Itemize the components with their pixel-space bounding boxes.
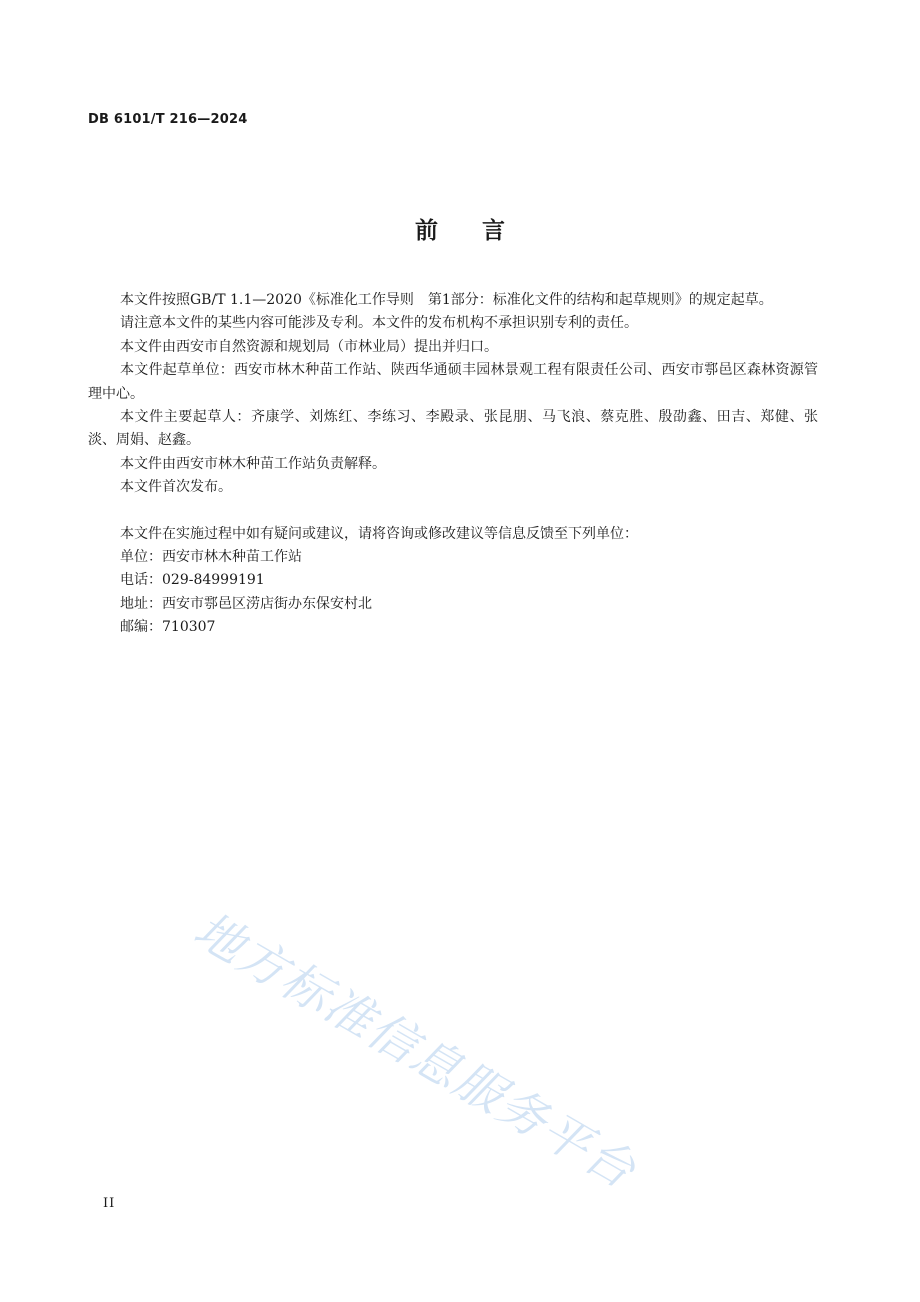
paragraph-drafters: 本文件主要起草人：齐康学、刘炼红、李练习、李殿录、张昆朋、马飞浪、蔡克胜、殷劭鑫、田吉、郑健、张淡、周娟、赵鑫。 [88, 409, 818, 449]
watermark: 地方标准信息服务平台 [184, 901, 646, 1201]
section-gap [88, 500, 818, 523]
feedback-address: 地址：西安市鄠邑区涝店街办东保安村北 [120, 595, 372, 612]
paragraph-patent-notice: 请注意本文件的某些内容可能涉及专利。本文件的发布机构不承担识别专利的责任。 [120, 315, 638, 332]
paragraph-proposer: 本文件由西安市自然资源和规划局（市林业局）提出并归口。 [120, 338, 498, 355]
paragraph-interpretation: 本文件由西安市林木种苗工作站负责解释。 [120, 455, 386, 472]
paragraph-drafting-units: 本文件起草单位：西安市林木种苗工作站、陕西华通硕丰园林景观工程有限责任公司、西安市鄠邑区森林资源管理中心。 [88, 362, 818, 402]
page-number: II [103, 1196, 116, 1211]
paragraph-drafting-rules: 本文件按照GB/T 1.1—2020《标准化工作导则 第1部分：标准化文件的结构和起草规则》的规定起草。 [120, 292, 773, 308]
feedback-phone: 电话：029-84999191 [120, 572, 265, 589]
feedback-unit: 单位：西安市林木种苗工作站 [120, 549, 302, 566]
page-title: 前言 [415, 218, 549, 244]
standard-code: DB 6101/T 216—2024 [88, 112, 248, 127]
foreword-body [88, 289, 818, 640]
feedback-intro: 本文件在实施过程中如有疑问或建议，请将咨询或修改建议等信息反馈至下列单位： [120, 525, 638, 542]
paragraph-first-release: 本文件首次发布。 [120, 479, 232, 496]
feedback-postcode: 邮编：710307 [120, 619, 216, 636]
